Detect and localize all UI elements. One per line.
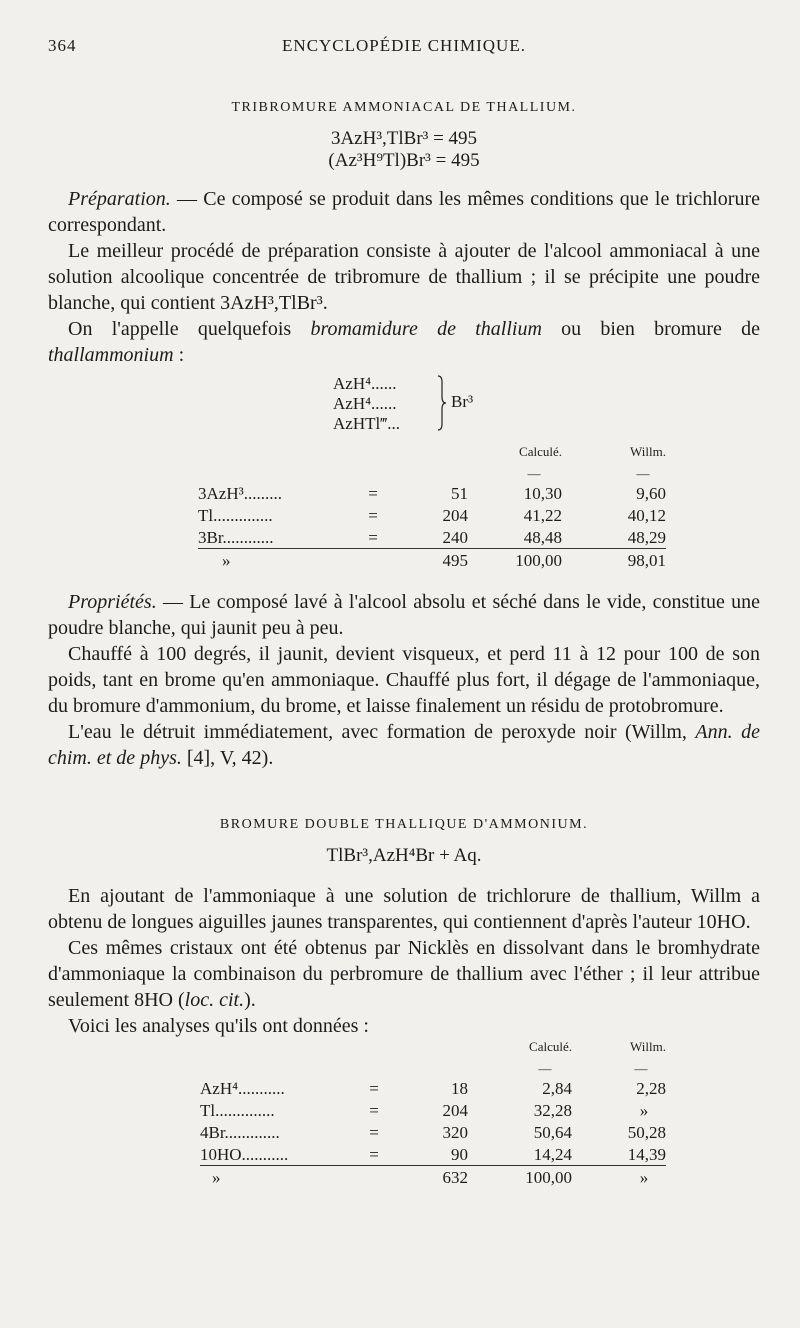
proprietes-label: Propriétés. [68, 591, 157, 613]
table-row [200, 1143, 666, 1166]
row-willm: 50,28 [627, 1123, 666, 1142]
eau-text-a: L'eau le détruit immédiatement, avec formation de peroxyde noir (Willm, [68, 721, 696, 743]
nickles-citation: loc. cit. [184, 989, 245, 1011]
appellation-term-1: bromamidure de thallium [310, 318, 542, 340]
row-calc: 2,84 [542, 1079, 572, 1098]
paragraph-appellation [48, 316, 760, 368]
preparation-text: — Ce composé se produit dans les mêmes conditions que le trichlorure correspondant. [48, 188, 760, 236]
row-mass: 90 [398, 1143, 468, 1166]
row-willm: 40,12 [627, 506, 666, 525]
paragraph-proprietes [48, 589, 760, 641]
total-willm: 98,01 [627, 551, 666, 570]
page [48, 36, 760, 1188]
appellation-text-b: ou bien bromure de [541, 318, 760, 340]
row-willm: 14,39 [572, 1143, 666, 1166]
table-row [198, 504, 666, 526]
total-label: » [222, 551, 231, 570]
dash: — [636, 466, 650, 481]
total-calc: 100,00 [515, 551, 562, 570]
page-number: 364 [48, 36, 77, 55]
row-calc: 10,30 [523, 484, 562, 503]
legend-line: AzH⁴...... [333, 394, 397, 413]
row-label: Tl.............. [198, 506, 273, 525]
table-dash-row [200, 1055, 666, 1077]
formula-3: TlBr³,AzH⁴Br + Aq. [326, 845, 482, 866]
formula-2: (Az³H⁹Tl)Br³ = 495 [328, 150, 480, 171]
row-label: 10HO........... [200, 1143, 350, 1166]
row-mass: 18 [451, 1079, 468, 1098]
row-mass: 51 [451, 484, 468, 503]
table-row [198, 482, 666, 504]
section-title-bromure-double: BROMURE DOUBLE THALLIQUE D'AMMONIUM. [219, 817, 589, 832]
brace-icon [436, 374, 446, 432]
nickles-text-a: Ces mêmes cristaux ont été obtenus par Nicklès en dissolvant dans le bromhydrate d'ammoniaque la combinaison du perbromure de thallium avec l'éther ; il leur attribue seulement 8HO ( [48, 937, 760, 1011]
col-willm: Willm. [630, 444, 666, 459]
analysis-table-1 [198, 440, 666, 571]
col-calcule: Calculé. [519, 444, 562, 459]
total-willm: » [639, 1168, 649, 1187]
row-calc: 41,22 [523, 506, 562, 525]
table-row [200, 1099, 666, 1121]
paragraph-willm: En ajoutant de l'ammoniaque à une solution de trichlorure de thallium, Willm a obtenu de longues aiguilles jaunes transparentes, qui contiennent d'après l'auteur 10HO. [48, 885, 760, 933]
row-eq: = [350, 1143, 398, 1166]
row-mass: 204 [442, 506, 468, 525]
table-header [198, 440, 666, 460]
paragraph-preparation [48, 186, 760, 238]
running-title: ENCYCLOPÉDIE CHIMIQUE. [282, 36, 526, 55]
table-dash-row [198, 460, 666, 482]
col-willm: Willm. [630, 1039, 666, 1054]
legend-group [333, 374, 400, 434]
row-eq: = [368, 506, 378, 525]
table-row [200, 1121, 666, 1143]
col-calcule: Calculé. [529, 1039, 572, 1054]
eau-text-b: [4], V, 42). [181, 747, 274, 769]
row-label: 3AzH³......... [198, 484, 282, 503]
row-eq: = [369, 1101, 379, 1120]
legend-bromine: Br³ [451, 392, 474, 411]
paragraph-chauffe: Chauffé à 100 degrés, il jaunit, devient visqueux, et perd 11 à 12 pour 100 de son poids, tant en brome qu'en ammoniaque. Chauffé plus fort, il dégage de l'ammoniaque, du bromure d'ammonium, du brome, et laisse finalement un résidu de protobromure. [48, 643, 760, 717]
table-row [198, 526, 666, 549]
paragraph-eau [48, 719, 760, 771]
table-total-row [198, 549, 666, 572]
row-eq: = [368, 484, 378, 503]
row-calc: 48,48 [468, 526, 562, 549]
row-label: Tl.............. [200, 1101, 275, 1120]
table-row [200, 1077, 666, 1099]
total-label: » [212, 1168, 221, 1187]
legend-line: AzHTl‴... [333, 414, 401, 433]
appellation-text-a: On l'appelle quelquefois [68, 318, 311, 340]
row-label: 4Br............. [200, 1123, 280, 1142]
row-mass: 204 [442, 1101, 468, 1120]
paragraph-nickles [48, 935, 760, 1013]
row-mass: 320 [442, 1123, 468, 1142]
total-mass: 495 [442, 551, 468, 570]
appellation-term-2: thallammonium [48, 344, 174, 366]
row-willm: 48,29 [562, 526, 666, 549]
row-willm: 2,28 [636, 1079, 666, 1098]
appellation-text-c: : [173, 344, 185, 366]
dash: — [538, 1061, 552, 1076]
paragraph-procede: Le meilleur procédé de préparation consiste à ajouter de l'alcool ammoniacal à une solution alcoolique concentrée de tribromure de thallium ; il se précipite une poudre blanche, qui contient 3AzH³,TlBr³. [48, 240, 760, 314]
row-calc: 50,64 [533, 1123, 572, 1142]
page-header [48, 36, 760, 66]
preparation-label: Préparation. [68, 188, 171, 210]
row-label: AzH⁴........... [200, 1079, 285, 1098]
row-eq: = [369, 1079, 379, 1098]
dash: — [527, 466, 541, 481]
row-eq: = [369, 1123, 379, 1142]
row-willm: 9,60 [636, 484, 666, 503]
row-eq: = [348, 526, 398, 549]
total-calc: 100,00 [525, 1168, 572, 1187]
table-total-row [200, 1166, 666, 1189]
proprietes-text: — Le composé lavé à l'alcool absolu et séché dans le vide, constitue une poudre blanche, qui jaunit peu à peu. [48, 591, 760, 639]
formula-1: 3AzH³,TlBr³ = 495 [330, 128, 478, 149]
row-label: 3Br............ [198, 526, 348, 549]
row-calc: 32,28 [533, 1101, 572, 1120]
row-willm: » [639, 1101, 649, 1120]
nickles-text-b: ). [244, 989, 256, 1011]
legend-line: AzH⁴...... [333, 374, 397, 393]
section-title-tribromure: TRIBROMURE AMMONIACAL DE THALLIUM. [231, 100, 577, 115]
row-calc: 14,24 [468, 1143, 572, 1166]
paragraph-analyses: Voici les analyses qu'ils ont données : [68, 1015, 369, 1037]
dash: — [634, 1061, 648, 1076]
row-mass: 240 [398, 526, 468, 549]
total-mass: 632 [442, 1168, 468, 1187]
analysis-table-2 [200, 1035, 666, 1188]
eau-citation: Ann. de chim. et de phys. [48, 721, 760, 769]
structure-legend [48, 374, 760, 436]
